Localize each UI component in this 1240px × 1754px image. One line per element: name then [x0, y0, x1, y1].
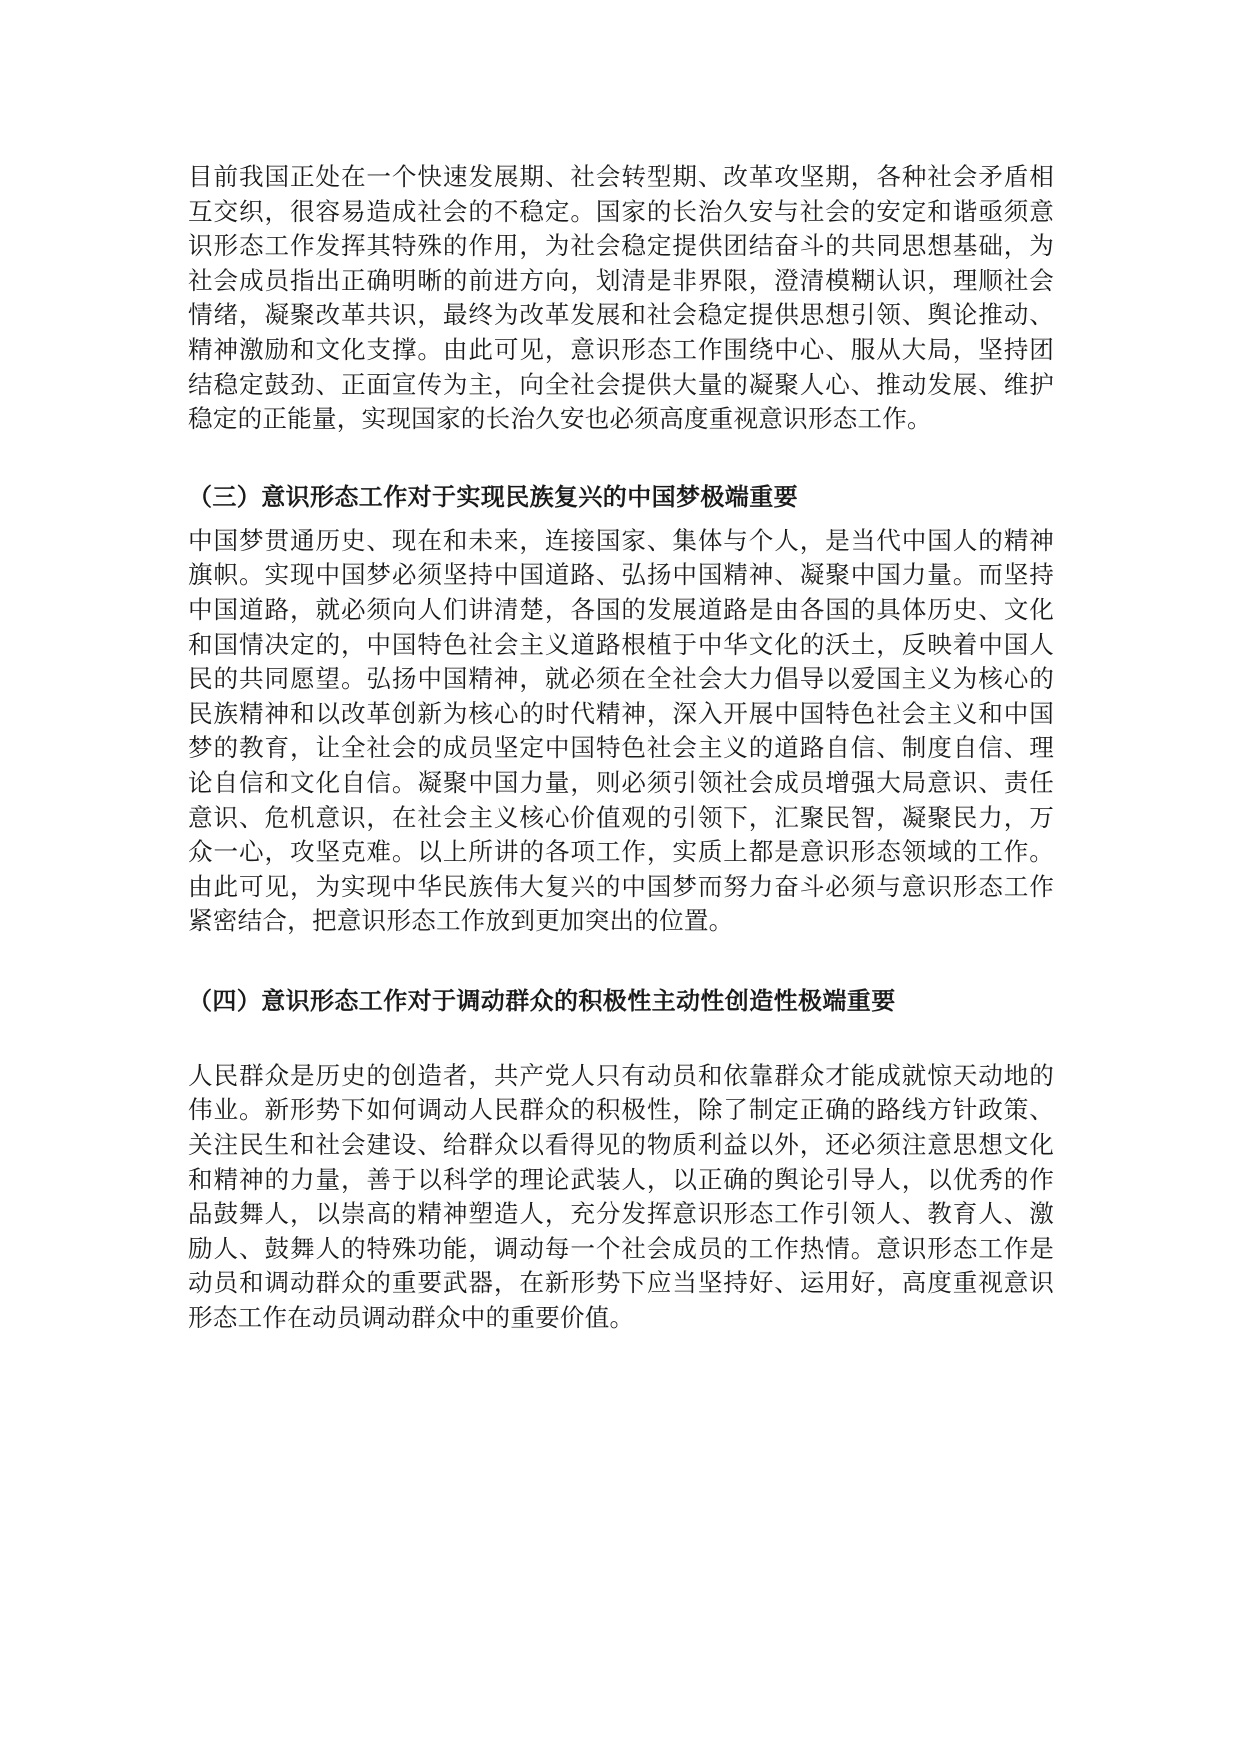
- section-heading-4: （四）意识形态工作对于调动群众的积极性主动性创造性极端重要: [188, 985, 896, 1015]
- paragraph-social-stability: 目前我国正处在一个快速发展期、社会转型期、改革攻坚期，各种社会矛盾相互交织，很容易造成社会的不稳定。国家的长治久安与社会的安定和谐亟须意识形态工作发挥其特殊的作用，为社会稳定提供团结奋斗的共同思想基础，为社会成员指出正确明晰的前进方向，划清是非界限，澄清模糊认识，理顺社会情绪，凝聚改革共识，最终为改革发展和社会稳定提供思想引领、舆论推动、精神激励和文化支撑。由此可见，意识形态工作围绕中心、服从大局，坚持团结稳定鼓劲、正面宣传为主，向全社会提供大量的凝聚人心、推动发展、维护稳定的正能量，实现国家的长治久安也必须高度重视意识形态工作。: [188, 162, 1054, 434]
- document-body: [188, 160, 1054, 1336]
- paragraph-mobilize-masses: 人民群众是历史的创造者，共产党人只有动员和依靠群众才能成就惊天动地的伟业。新形势下如何调动人民群众的积极性，除了制定正确的路线方针政策、关注民生和社会建设、给群众以看得见的物质利益以外，还必须注意思想文化和精神的力量，善于以科学的理论武装人，以正确的舆论引导人，以优秀的作品鼓舞人，以崇高的精神塑造人，充分发挥意识形态工作引领人、教育人、激励人、鼓舞人的特殊功能，调动每一个社会成员的工作热情。意识形态工作是动员和调动群众的重要武器，在新形势下应当坚持好、运用好，高度重视意识形态工作在动员调动群众中的重要价值。: [188, 1060, 1054, 1333]
- section-heading-3: （三）意识形态工作对于实现民族复兴的中国梦极端重要: [188, 482, 798, 511]
- paragraph-chinese-dream: 中国梦贯通历史、现在和未来，连接国家、集体与个人，是当代中国人的精神旗帜。实现中国梦必须坚持中国道路、弘扬中国精神、凝聚中国力量。而坚持中国道路，就必须向人们讲清楚，各国的发展道路是由各国的具体历史、文化和国情决定的，中国特色社会主义道路根植于中华文化的沃土，反映着中国人民的共同愿望。弘扬中国精神，就必须在全社会大力倡导以爱国主义为核心的民族精神和以改革创新为核心的时代精神，深入开展中国特色社会主义和中国梦的教育，让全社会的成员坚定中国特色社会主义的道路自信、制度自信、理论自信和文化自信。凝聚中国力量，则必须引领社会成员增强大局意识、责任意识、危机意识，在社会主义核心价值观的引领下，汇聚民智，凝聚民力，万众一心，攻坚克难。以上所讲的各项工作，实质上都是意识形态领域的工作。由此可见，为实现中华民族伟大复兴的中国梦而努力奋斗必须与意识形态工作紧密结合，把意识形态工作放到更加突出的位置。: [188, 525, 1054, 936]
